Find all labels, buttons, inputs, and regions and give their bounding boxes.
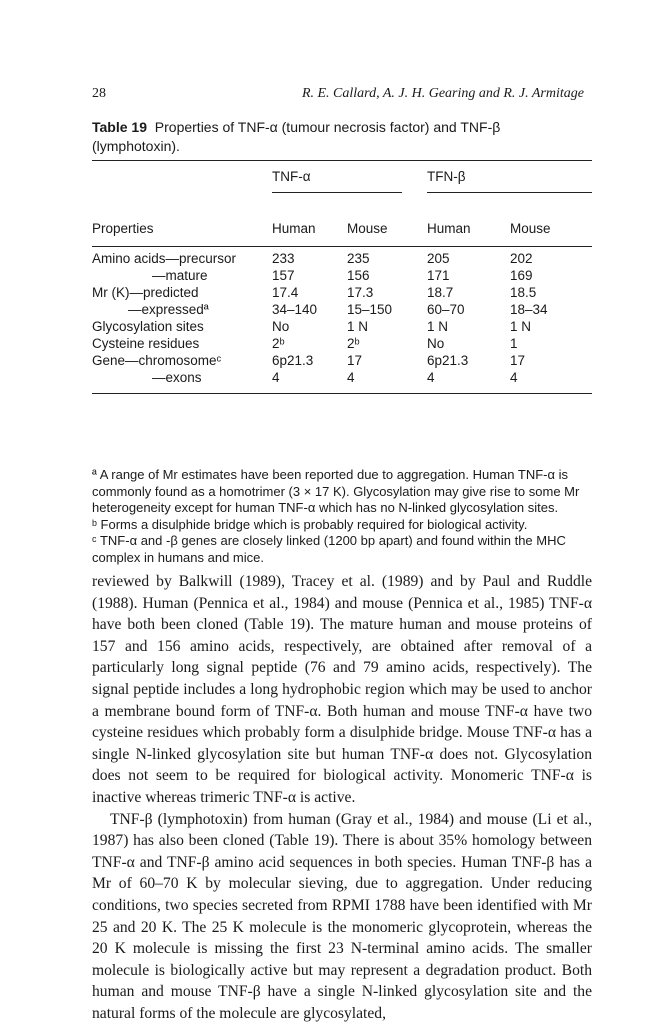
properties-header: Properties [92, 221, 154, 236]
cell-human-alpha: 2ᵇ [272, 336, 285, 351]
table-footnotes [92, 467, 592, 566]
table-caption-text: Properties of TNF-α (tumour necrosis factor) and TNF-β (lymphotoxin). [92, 119, 501, 154]
table-row [92, 251, 592, 268]
body-text [92, 571, 592, 1024]
running-head-authors: R. E. Callard, A. J. H. Gearing and R. J. Armitage [301, 86, 584, 101]
cell-human-beta: 4 [427, 370, 435, 385]
footnote-a: ª A range of Mr estimates have been reported due to aggregation. Human TNF-α is commonly found as a homotrimer (3 × 17 K). Glycosylation may give rise to some Mr heterogeneity except for human TNF-α which has no N-linked glycosylation sites. [92, 467, 580, 515]
cell-human-beta: 205 [427, 251, 450, 266]
body-paragraph-1: reviewed by Balkwill (1989), Tracey et al. (1989) and by Paul and Ruddle (1988). Human (Pennica et al., 1984) and mouse (Pennica et al., 1985) TNF-α have both been cloned (Table 19). The mature human and mouse proteins of 157 and 156 amino acids, respectively, are obtained after removal of a particularly long signal peptide (76 and 79 amino acids, respectively). The signal peptide includes a long hydrophobic region which may be used to anchor a membrane bound form of TNF-α. Both human and mouse TNF-α have two cysteine residues which probably form a disulphide bridge. Mouse TNF-α has a single N-linked glycosylation site but human TNF-α does not. Glycosylation does not seem to be required for biological activity. Monomeric TNF-α is inactive whereas trimeric TNF-α is active. [92, 573, 592, 806]
cell-mouse-beta: 4 [510, 370, 518, 385]
sub-header-mouse-alpha: Mouse [347, 221, 388, 236]
row-property: Amino acids—precursor [92, 251, 237, 266]
cell-human-beta: 18.7 [427, 285, 454, 300]
cell-human-alpha: No [272, 319, 290, 334]
cell-human-alpha: 233 [272, 251, 295, 266]
table-top-rule [92, 160, 592, 161]
cell-mouse-alpha: 17 [347, 353, 363, 368]
table-row [92, 336, 592, 353]
table-bottom-rule [92, 393, 592, 394]
cell-human-beta: 6p21.3 [427, 353, 469, 368]
row-property: —exons [152, 370, 202, 385]
cell-mouse-beta: 18.5 [510, 285, 537, 300]
cell-mouse-alpha: 156 [347, 268, 370, 283]
cell-mouse-alpha: 1 N [347, 319, 369, 334]
sub-header-human-alpha: Human [272, 221, 316, 236]
cell-human-beta: No [427, 336, 445, 351]
group-rule-tnf-beta [427, 192, 592, 193]
row-property: —expressedª [128, 302, 209, 317]
cell-human-beta: 171 [427, 268, 450, 283]
footnote-c: ᶜ TNF-α and -β genes are closely linked (1200 bp apart) and found within the MHC complex in humans and mice. [92, 533, 566, 565]
cell-mouse-beta: 17 [510, 353, 526, 368]
footnote-b: ᵇ Forms a disulphide bridge which is probably required for biological activity. [92, 516, 528, 532]
cell-human-alpha: 157 [272, 268, 295, 283]
row-property: Gene—chromosomeᶜ [92, 353, 222, 368]
sub-header-human-beta: Human [427, 221, 471, 236]
cell-mouse-alpha: 4 [347, 370, 355, 385]
body-paragraph-2: TNF-β (lymphotoxin) from human (Gray et al., 1984) and mouse (Li et al., 1987) has also been cloned (Table 19). There is about 35% homology between TNF-α and TNF-β amino acid sequences in both species. Human TNF-β has a Mr of 60–70 K by molecular sieving, due to aggregation. Under reducing conditions, two species secreted from RPMI 1788 have been identified with Mr 25 and 20 K. The 25 K molecule is the monomeric glycoprotein, whereas the 20 K molecule is missing the first 23 N-terminal amino acids. The smaller molecule is biologically active but may represent a degradation product. Both human and mouse TNF-β have a single N-linked glycosylation site and the natural forms of the molecule are glycosylated, [92, 810, 592, 1022]
table-row [92, 302, 592, 319]
cell-human-beta: 60–70 [427, 302, 465, 317]
cell-human-beta: 1 N [427, 319, 449, 334]
cell-mouse-alpha: 17.3 [347, 285, 374, 300]
header-bottom-rule [92, 246, 592, 247]
page-number: 28 [92, 86, 106, 101]
table-row [92, 285, 592, 302]
cell-human-alpha: 4 [272, 370, 280, 385]
row-property: —mature [152, 268, 208, 283]
cell-mouse-alpha: 15–150 [347, 302, 393, 317]
sub-header-mouse-beta: Mouse [510, 221, 551, 236]
cell-mouse-beta: 1 [510, 336, 518, 351]
group-rule-tnf-alpha [272, 192, 402, 193]
group-header-tnf-alpha: TNF-α [272, 169, 311, 184]
cell-human-alpha: 6p21.3 [272, 353, 314, 368]
cell-mouse-beta: 1 N [510, 319, 532, 334]
table-row [92, 353, 592, 370]
table-row [92, 268, 592, 285]
cell-mouse-beta: 202 [510, 251, 533, 266]
cell-mouse-alpha: 235 [347, 251, 370, 266]
cell-mouse-beta: 169 [510, 268, 533, 283]
cell-mouse-beta: 18–34 [510, 302, 548, 317]
cell-human-alpha: 17.4 [272, 285, 299, 300]
cell-mouse-alpha: 2ᵇ [347, 336, 360, 351]
table-row [92, 370, 592, 387]
table-caption [92, 118, 592, 156]
group-header-tnf-beta: TFN-β [427, 169, 466, 184]
row-property: Cysteine residues [92, 336, 200, 351]
row-property: Glycosylation sites [92, 319, 204, 334]
row-property: Mr (K)—predicted [92, 285, 199, 300]
table-row [92, 319, 592, 336]
table-caption-label: Table 19 [92, 119, 147, 135]
cell-human-alpha: 34–140 [272, 302, 318, 317]
